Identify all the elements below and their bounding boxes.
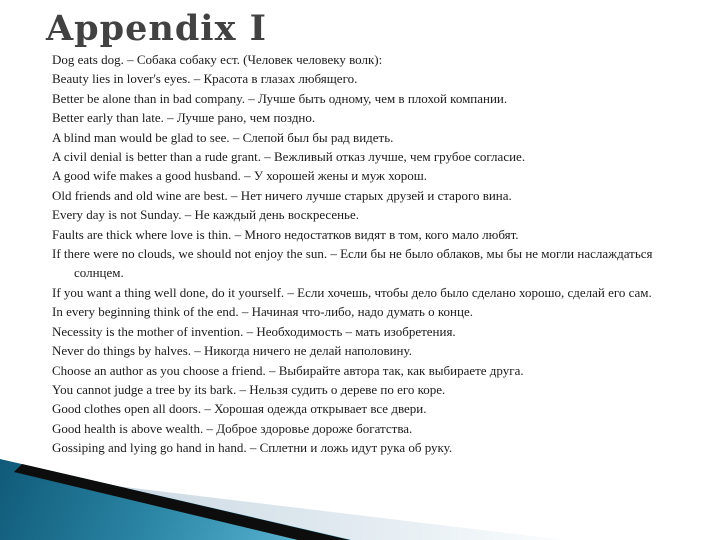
proverb-line: Good clothes open all doors. – Хорошая одежда открывает все двери.: [52, 401, 427, 417]
proverb-line: Every day is not Sunday. – Не каждый день воскресенье.: [52, 207, 360, 223]
proverb-list: [52, 50, 682, 458]
proverb-line: If you want a thing well done, do it yourself. – Если хочешь, чтобы дело было сделано хорошо, сделай его сам.: [52, 284, 652, 300]
slide-title: Appendix I: [46, 8, 268, 49]
proverb-line: A good wife makes a good husband. – У хорошей жены и муж хорош.: [52, 168, 428, 184]
proverb-line: In every beginning think of the end. – Начиная что-либо, надо думать о конце.: [52, 304, 473, 320]
proverb-line: Better be alone than in bad company. – Лучше быть одному, чем в плохой компании.: [52, 90, 508, 106]
proverb-line: A blind man would be glad to see. – Слепой был бы рад видеть.: [52, 129, 394, 145]
proverb-line: Gossiping and lying go hand in hand. – Сплетни и ложь идут рука об руку.: [52, 440, 453, 456]
proverb-line: Never do things by halves. – Никогда ничего не делай наполовину.: [52, 343, 412, 359]
proverb-line: You cannot judge a tree by its bark. – Нельзя судить о дереве по его коре.: [52, 381, 446, 397]
proverb-line: Old friends and old wine are best. – Нет ничего лучше старых друзей и старого вина.: [52, 187, 512, 203]
proverb-line: Choose an author as you choose a friend. – Выбирайте автора так, как выбираете друга.: [52, 362, 524, 378]
proverb-line: If there were no clouds, we should not enjoy the sun. – Если бы не было облаков, мы бы не могли наслаждаться солнцем.: [52, 246, 653, 281]
proverb-line: A civil denial is better than a rude grant. – Вежливый отказ лучше, чем грубое согласие.: [52, 149, 526, 165]
proverb-line: Necessity is the mother of invention. – Необходимость – мать изобретения.: [52, 323, 456, 339]
proverb-line: Better early than late. – Лучше рано, чем поздно.: [52, 110, 316, 126]
proverb-line: Good health is above wealth. – Доброе здоровье дороже богатства.: [52, 420, 413, 436]
proverb-line: Faults are thick where love is thin. – Много недостатков видят в том, кого мало любят.: [52, 226, 519, 242]
proverb-line: Beauty lies in lover's eyes. – Красота в глазах любящего.: [52, 71, 358, 87]
proverb-line: Dog eats dog. – Собака собаку ест. (Человек человеку волк):: [52, 52, 383, 67]
